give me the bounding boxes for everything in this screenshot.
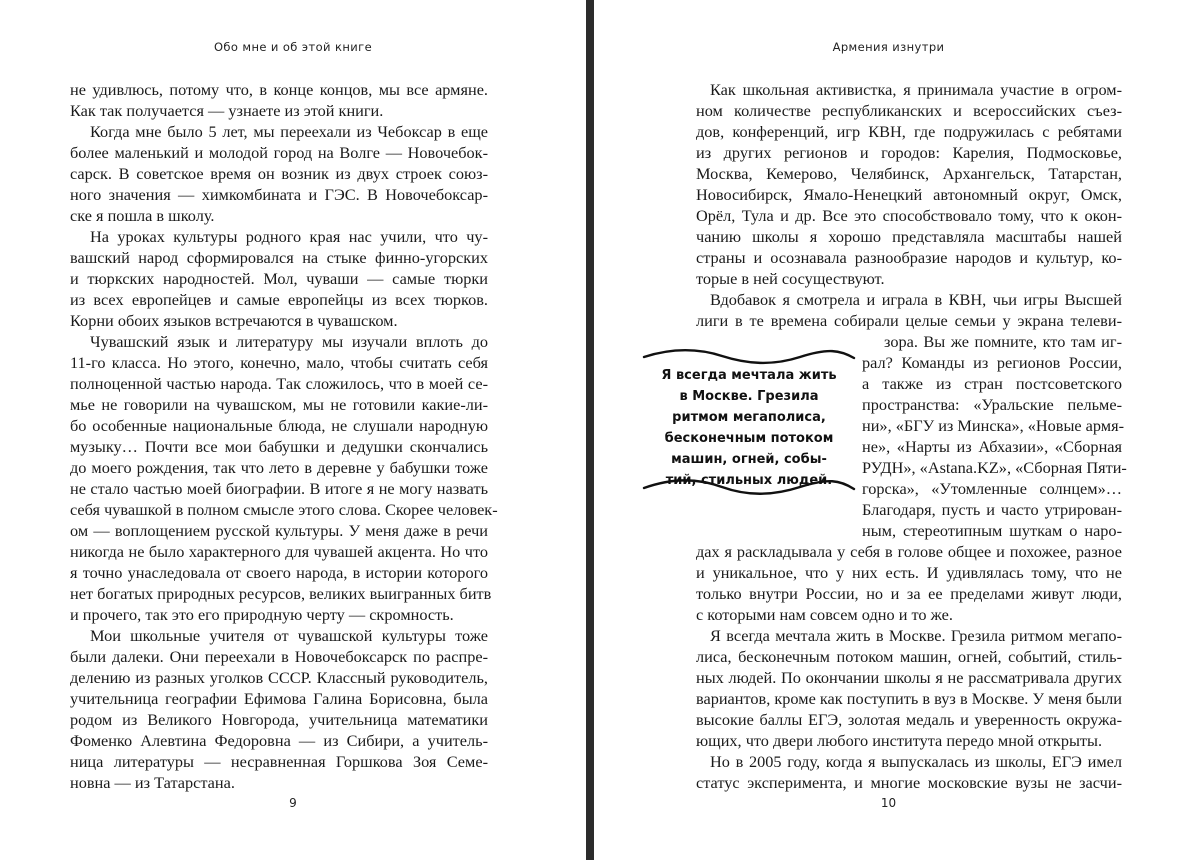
text-line: Фоменко Алевтина Федоровна — из Сибири, а учитель-: [70, 731, 488, 750]
text-line: Как так получается — узнаете из этой книги.: [70, 101, 384, 120]
text-line: Как школьная активистка, я принимала участие в огром-: [710, 80, 1122, 99]
pull-quote-line: Я всегда мечтала жить: [661, 368, 837, 383]
text-line: новна — из Татарстана.: [70, 773, 235, 792]
text-line: лиги в те времена собирали целые семьи у экрана телеви-: [696, 311, 1122, 330]
text-line: и тюркских народностей. Мол, чуваши — самые тюрки: [70, 269, 488, 288]
text-line: мье не говорили на чувашском, мы не готовили какие-ли-: [70, 395, 488, 414]
text-line: ных людей. По окончании школы я не рассматривала других: [696, 668, 1122, 687]
text-line: ном количестве республиканских и всероссийских съез-: [696, 101, 1122, 120]
text-line: вариантов, кроме как поступить в вуз в Москве. У меня были: [696, 689, 1122, 708]
text-line: ным, стереотипным шуткам о наро-: [862, 521, 1122, 540]
text-line: ница литературы — несравненная Горшкова Зоя Семе-: [70, 752, 488, 771]
text-line: родом из Великого Новгорода, учительница математики: [70, 710, 488, 729]
text-line: дов, конференций, игр КВН, где подружилась с ребятами: [696, 122, 1122, 141]
text-line: Новосибирск, Ямало-Ненецкий автономный округ, Омск,: [696, 185, 1122, 204]
text-line: только внутри России, но и за ее пределами живут люди,: [696, 584, 1122, 603]
text-line: не», «Нарты из Абхазии», «Сборная: [862, 437, 1122, 456]
text-line: Орёл, Тула и др. Все это способствовало тому, что к окон-: [696, 206, 1122, 225]
text-line: не удивлюсь, потому что, в конце концов, мы все армяне.: [70, 80, 488, 99]
text-line: Мои школьные учителя от чувашской культуры тоже: [90, 626, 488, 645]
text-line: и уникальное, что у них есть. И удивлялась тому, что не: [696, 563, 1122, 582]
pull-quote-line: ритмом мегаполиса,: [672, 410, 826, 425]
text-line: Корни обоих языков встречаются в чувашском.: [70, 311, 398, 330]
text-line: из всех европейцев и самые европейцы из всех тюрков.: [70, 290, 488, 309]
text-line: себя чувашкой в полном смысле этого слова. Скорее человек-: [70, 500, 498, 519]
text-line: ске я пошла в школу.: [70, 206, 215, 225]
text-line: зора. Вы же помните, кто там иг-: [884, 332, 1122, 351]
text-line: с которыми нам совсем одно и то же.: [696, 605, 953, 624]
right-page-number: 10: [880, 796, 897, 810]
text-line: чанию школы я хорошо представляла масштабы нашей: [696, 227, 1122, 246]
text-line: Москва, Кемерово, Челябинск, Архангельск, Татарстан,: [696, 164, 1122, 183]
left-page-number: 9: [289, 796, 297, 810]
text-line: РУДН», «Astana.KZ», «Сборная Пяти-: [862, 458, 1127, 477]
pull-quote-line: тий, стильных людей.: [665, 473, 833, 488]
text-line: ни», «БГУ из Минска», «Новые армя-: [862, 416, 1125, 435]
text-line: не стало частью моей биографии. В итоге я не могу назвать: [70, 479, 488, 498]
text-line: Когда мне было 5 лет, мы переехали из Чебоксар в еще: [90, 122, 488, 141]
right-page: [594, 0, 1183, 860]
right-running-head: Армения изнутри: [832, 40, 945, 54]
text-line: торые в ней сосуществуют.: [696, 269, 885, 288]
book-spine: [586, 0, 594, 860]
text-line: были далеки. Они переехали в Новочебоксарск по распре-: [70, 647, 488, 666]
text-line: музыку… Почти все мои бабушки и дедушки скончались: [70, 437, 488, 456]
text-line: Я всегда мечтала жить в Москве. Грезила ритмом мегапо-: [710, 626, 1122, 645]
text-line: высокие баллы ЕГЭ, золотая медаль и уверенность окружа-: [696, 710, 1122, 729]
text-line: Вдобавок я смотрела и играла в КВН, чьи игры Высшей: [710, 290, 1122, 309]
text-line: полноценной частью народа. Так сложилось, что в моей се-: [70, 374, 488, 393]
text-line: лиса, бесконечным потоком машин, огней, событий, стиль-: [696, 647, 1122, 666]
text-line: На уроках культуры родного края нас учили, что чу-: [90, 227, 488, 246]
pull-quote-line: машин, огней, собы-: [671, 452, 827, 467]
text-line: Чувашский язык и литературу мы изучали вплоть до: [90, 332, 488, 351]
text-line: горска», «Утомленные солнцем»…: [862, 479, 1122, 498]
text-line: до моего рождения, так что лето в деревне у бабушки тоже: [70, 458, 488, 477]
text-line: Благодаря, пусть и часто утрирован-: [862, 500, 1122, 519]
text-line: 11-го класса. Но этого, конечно, мало, чтобы считать себя: [70, 353, 488, 372]
text-line: страны и осознавала разнообразие народов и культур, ко-: [696, 248, 1122, 267]
text-line: нет богатых природных ресурсов, великих выигранных битв: [70, 584, 492, 603]
text-line: Но в 2005 году, когда я выпускалась из школы, ЕГЭ имел: [710, 752, 1122, 771]
text-line: более маленький и молодой город на Волге — Новочебок-: [70, 143, 488, 162]
pull-quote-line: бесконечным потоком: [664, 431, 834, 446]
text-line: никогда не было характерного для чувашей акцента. Но что: [70, 542, 488, 561]
text-line: статус эксперимента, и многие московские вузы не засчи-: [696, 773, 1122, 792]
text-line: а также из стран постсоветского: [862, 374, 1122, 393]
pull-quote-line: в Москве. Грезила: [679, 389, 819, 404]
text-line: и прочего, так это его природную черту — скромность.: [70, 605, 454, 624]
text-line: бо особенные национальные блюда, не слушали народную: [70, 416, 488, 435]
text-line: делению из разных уголков СССР. Классный руководитель,: [70, 668, 488, 687]
left-page: [0, 0, 586, 860]
text-line: ом — воплощением русской культуры. У меня даже в речи: [70, 521, 488, 540]
text-line: сарск. В советское время он возник из двух строек союз-: [70, 164, 488, 183]
text-line: дах я раскладывала у себя в голове общее и похожее, разное: [696, 542, 1122, 561]
left-running-head: Обо мне и об этой книге: [213, 40, 373, 54]
text-line: я точно унаследовала от своего народа, в истории которого: [70, 563, 488, 582]
pull-quote: [642, 348, 856, 496]
text-line: ного значения — химкомбината и ГЭС. В Новочебоксар-: [70, 185, 488, 204]
text-line: пространства: «Уральские пельме-: [862, 395, 1122, 414]
text-line: из других регионов и городов: Карелия, Подмосковье,: [696, 143, 1122, 162]
text-line: ющих, что двери любого института передо мной открыты.: [696, 731, 1103, 750]
text-line: учительница географии Ефимова Галина Борисовна, была: [70, 689, 488, 708]
text-line: вашский народ сформировался на стыке финно-угорских: [70, 248, 488, 267]
text-line: рал? Команды из регионов России,: [862, 353, 1122, 372]
